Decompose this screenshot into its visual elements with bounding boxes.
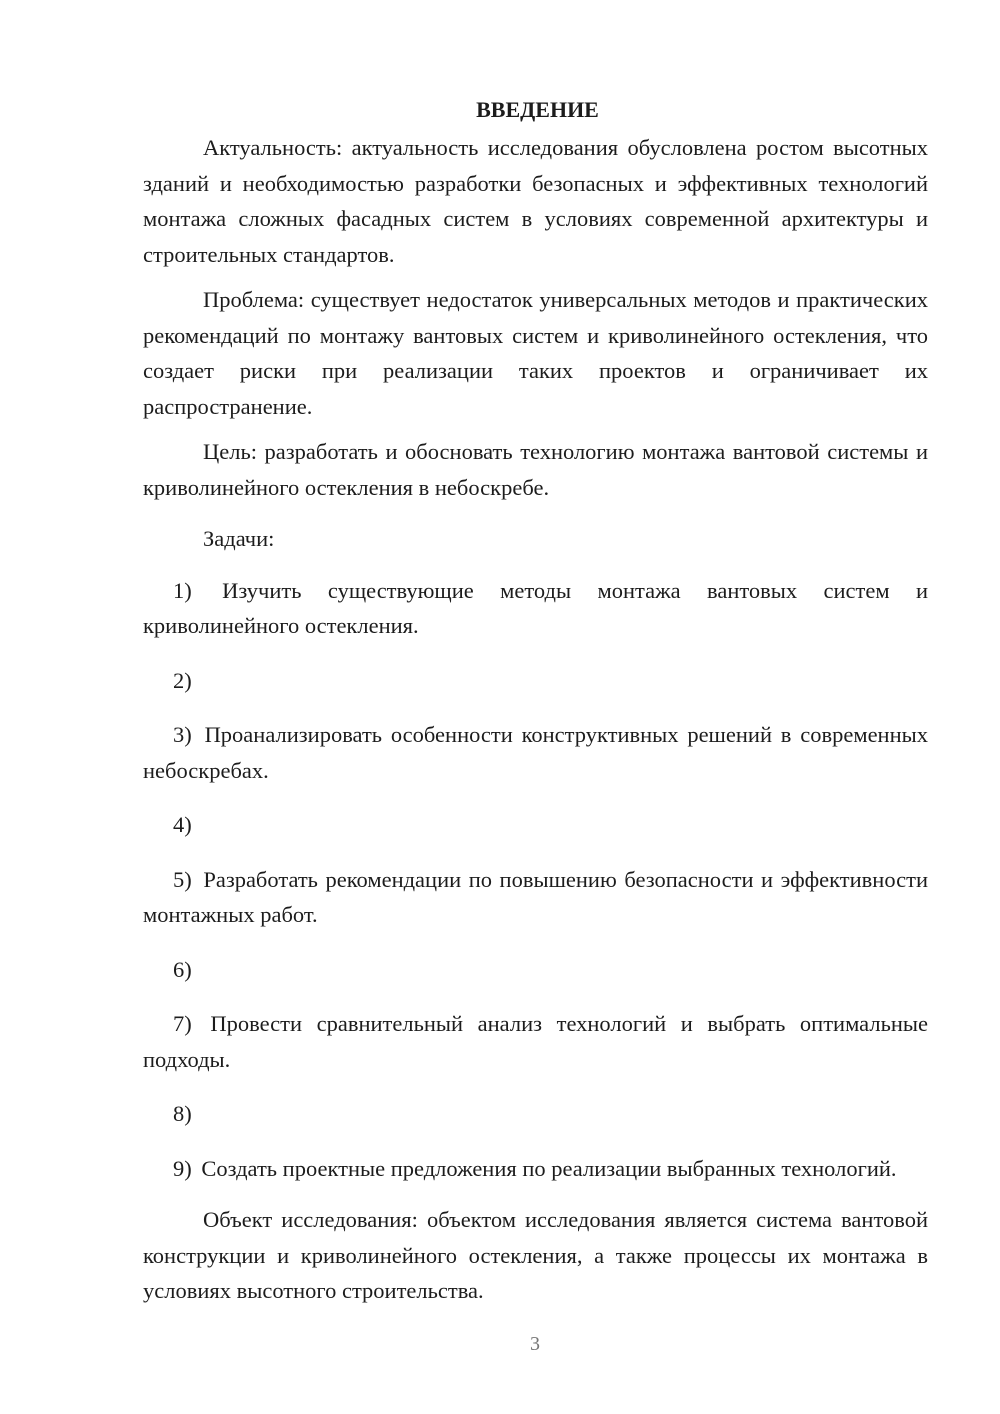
- task-item: [143, 807, 928, 843]
- task-text: Изучить существующие методы монтажа вантовых систем и криволинейного остекления.: [143, 577, 929, 638]
- task-text: Создать проектные предложения по реализации выбранных технологий.: [201, 1155, 897, 1181]
- paragraph-goal: Цель: разработать и обосновать технологию монтажа вантовой системы и криволинейного остекления в небоскребе.: [143, 439, 928, 500]
- paragraph-relevance: Актуальность: актуальность исследования обусловлена ростом высотных зданий и необходимостью разработки безопасных и эффективных технологий монтажа сложных фасадных систем в условиях современной архитектуры и строительных стандартов.: [143, 135, 928, 267]
- task-item: [143, 862, 928, 933]
- task-number: 7): [173, 1011, 192, 1036]
- task-item: [143, 573, 928, 644]
- tasks-heading: Задачи:: [203, 526, 275, 551]
- task-item: [143, 717, 928, 788]
- task-text: Провести сравнительный анализ технологий и выбрать оптимальные подходы.: [143, 1011, 929, 1072]
- paragraph-problem: Проблема: существует недостаток универсальных методов и практических рекомендаций по монтажу вантовых систем и криволинейного остекления, что создает риски при реализации таких проектов и ограничивает их распространение.: [143, 287, 928, 419]
- task-item: [143, 1096, 928, 1132]
- task-item: [143, 1151, 928, 1187]
- task-item: [143, 952, 928, 988]
- page-title: ВВЕДЕНИЕ: [476, 97, 599, 122]
- task-number: 4): [173, 812, 192, 837]
- document-page: [143, 92, 928, 1309]
- task-number: 5): [173, 866, 192, 892]
- task-number: 6): [173, 956, 192, 982]
- task-item: [143, 663, 928, 699]
- task-text: Разработать рекомендации по повышению безопасности и эффективности монтажных работ.: [143, 866, 929, 927]
- task-number: 2): [173, 667, 192, 693]
- paragraph-object: Объект исследования: объектом исследования является система вантовой конструкции и криволинейного остекления, а также процессы их монтажа в условиях высотного строительства.: [143, 1207, 928, 1303]
- task-number: 3): [173, 722, 192, 747]
- task-text: Проанализировать особенности конструктивных решений в современных небоскребах.: [143, 722, 929, 783]
- task-item: [143, 1006, 928, 1077]
- page-number: 3: [530, 1333, 540, 1355]
- task-number: 1): [173, 577, 192, 603]
- task-number: 9): [173, 1155, 192, 1181]
- task-number: 8): [173, 1101, 192, 1126]
